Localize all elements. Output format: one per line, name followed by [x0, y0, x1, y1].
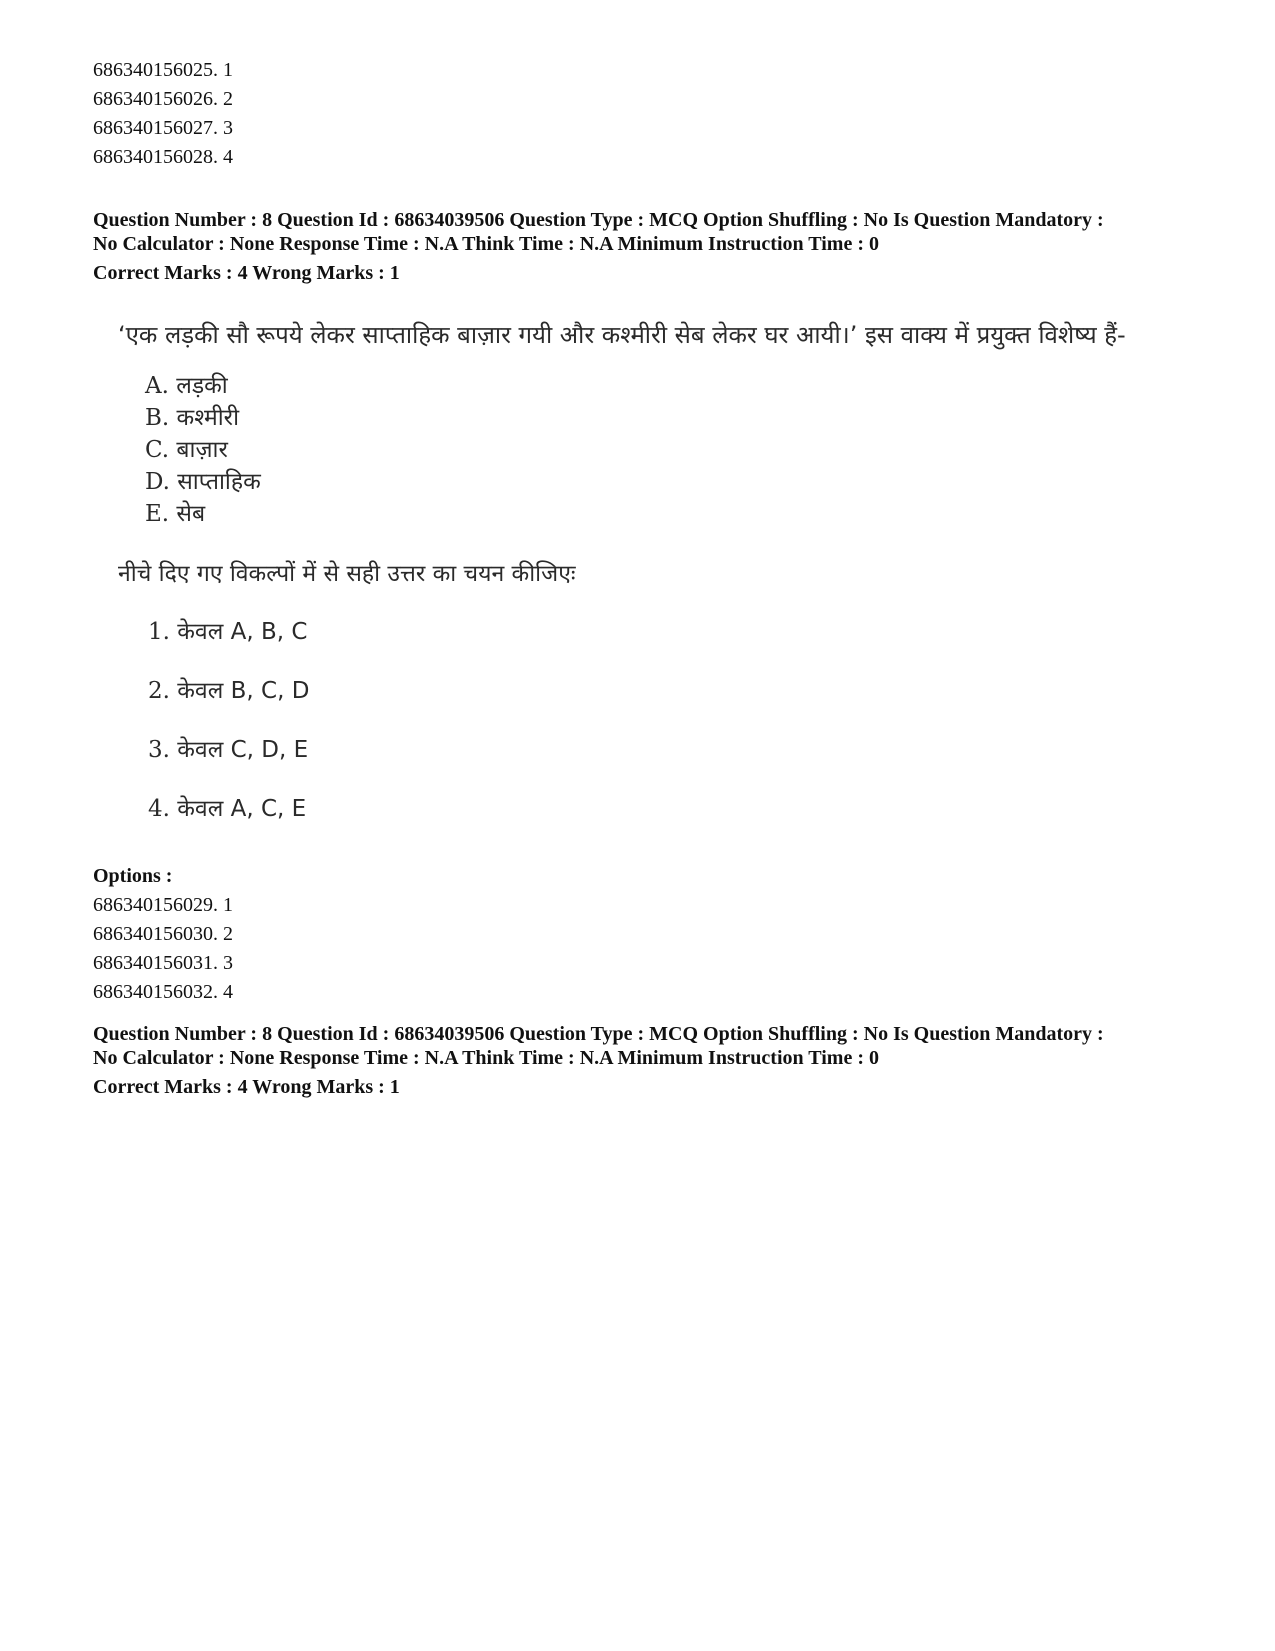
question-meta	[93, 208, 1243, 285]
answer-choice	[148, 732, 309, 791]
options-title: Options :	[93, 865, 173, 887]
statement-letter: C.	[145, 437, 170, 463]
option-id-line: 686340156030. 2	[93, 923, 233, 945]
question-marks: Correct Marks : 4 Wrong Marks : 1	[93, 262, 400, 284]
choice-text: केवल C, D, E	[177, 737, 309, 763]
statement-letter: A.	[145, 373, 169, 399]
statement-letter: B.	[145, 405, 170, 431]
previous-options-list	[93, 56, 233, 172]
question-instruction: नीचे दिए गए विकल्पों में से सही उत्तर का चयन कीजिएः	[118, 561, 576, 587]
option-id-line: 686340156027. 3	[93, 117, 233, 139]
choice-text: केवल A, B, C	[177, 619, 308, 645]
answer-choice	[148, 614, 309, 673]
answer-choices	[148, 614, 309, 850]
choice-number: 4.	[148, 796, 170, 822]
statement-letter: E.	[145, 501, 170, 527]
statement-item	[145, 466, 261, 498]
statement-text: बाज़ार	[176, 437, 228, 463]
option-id-line: 686340156026. 2	[93, 88, 233, 110]
question-content	[93, 318, 1193, 838]
choice-text: केवल A, C, E	[177, 796, 307, 822]
option-id-line: 686340156032. 4	[93, 981, 233, 1003]
question-meta-line-2: No Calculator : None Response Time : N.A Think Time : N.A Minimum Instruction Time : 0	[93, 1047, 879, 1069]
statement-item	[145, 498, 261, 530]
question-stem: ‘एक लड़की सौ रूपये लेकर साप्ताहिक बाज़ार गयी और कश्मीरी सेब लेकर घर आयी।’ इस वाक्य में प्रयुक्त विशेष्य हैं-	[118, 321, 1126, 349]
choice-number: 2.	[148, 678, 170, 704]
choice-number: 1.	[148, 619, 170, 645]
statement-item	[145, 370, 261, 402]
statement-letter: D.	[145, 469, 170, 495]
statement-text: कश्मीरी	[176, 405, 240, 431]
choice-text: केवल B, C, D	[177, 678, 310, 704]
question-marks: Correct Marks : 4 Wrong Marks : 1	[93, 1076, 400, 1098]
option-id-line: 686340156031. 3	[93, 952, 233, 974]
choice-number: 3.	[148, 737, 170, 763]
options-block	[93, 862, 233, 1007]
statement-text: लड़की	[176, 373, 228, 399]
statement-text: साप्ताहिक	[177, 469, 261, 495]
statement-item	[145, 402, 261, 434]
answer-choice	[148, 791, 309, 850]
option-id-line: 686340156029. 1	[93, 894, 233, 916]
question-meta-line-2: No Calculator : None Response Time : N.A Think Time : N.A Minimum Instruction Time : 0	[93, 233, 879, 255]
question-meta-line-1: Question Number : 8 Question Id : 68634039506 Question Type : MCQ Option Shuffling : No Is Question Mandatory :	[93, 209, 1104, 231]
next-question-meta	[93, 1022, 1243, 1099]
answer-choice	[148, 673, 309, 732]
statement-item	[145, 434, 261, 466]
statement-text: सेब	[176, 501, 206, 527]
option-id-line: 686340156025. 1	[93, 59, 233, 81]
option-id-line: 686340156028. 4	[93, 146, 233, 168]
statement-list	[145, 370, 261, 530]
question-meta-line-1: Question Number : 8 Question Id : 68634039506 Question Type : MCQ Option Shuffling : No Is Question Mandatory :	[93, 1023, 1104, 1045]
